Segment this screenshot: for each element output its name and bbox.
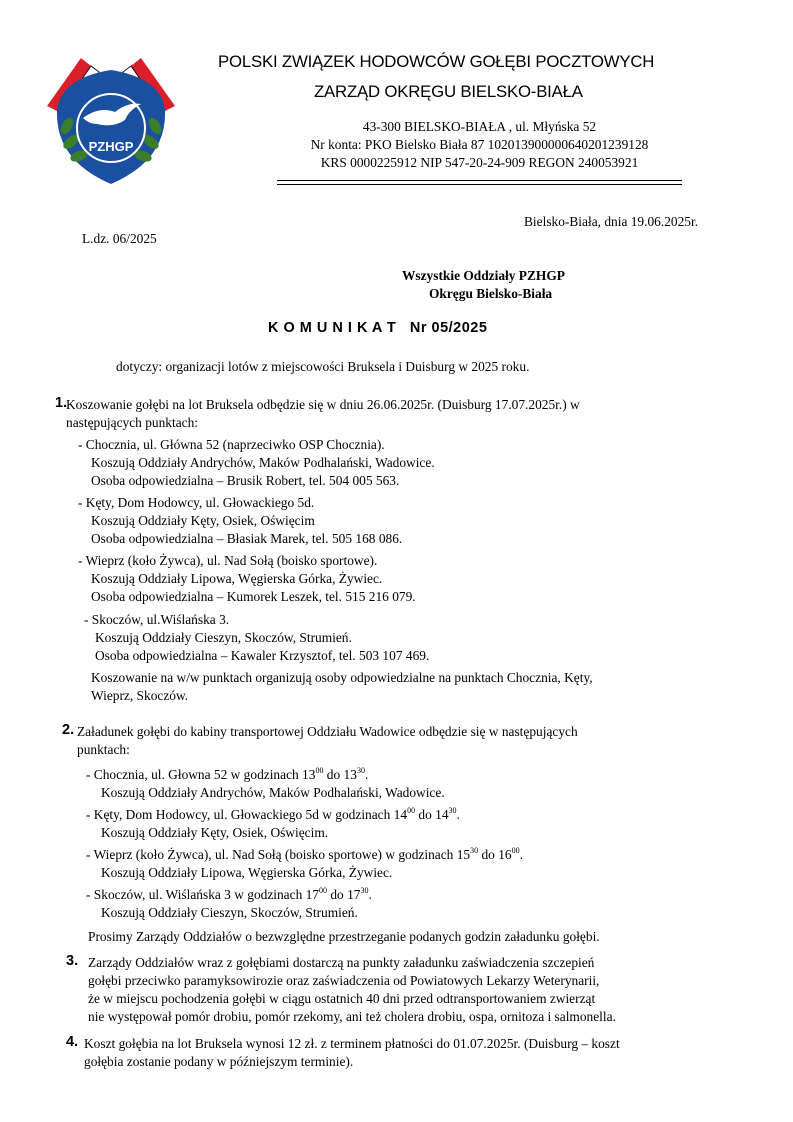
point-3-location: - Wieprz (koło Żywca), ul. Nad Sołą (boisko sportowe). — [78, 553, 378, 568]
section-4-line1: Koszt gołębia na lot Bruksela wynosi 12 zł. z terminem płatności do 01.07.2025r. (Duisburg – koszt — [84, 1036, 620, 1051]
section-3-line2: gołębi przeciwko paramyksowirozie oraz zaświadczenia od Powiatowych Lekarzy Weterynarii, — [88, 973, 600, 988]
section-4-line2: gołębia zostanie podany w późniejszym terminie). — [84, 1054, 354, 1069]
loading-point-1: - Chocznia, ul. Głowna 52 w godzinach $13^{00}$ do $13^{30}$. — [86, 766, 369, 782]
point-4-location: - Skoczów, ul.Wiślańska 3. — [84, 612, 230, 627]
reference-number: L.dz. 06/2025 — [82, 231, 157, 246]
org-bank-account: Nr konta: PKO Bielsko Biała 87 102013900000640201239128 — [310, 137, 649, 152]
header-rule-top — [277, 180, 682, 181]
point-1-contact: Osoba odpowiedzialna – Brusik Robert, tel. 504 005 563. — [91, 473, 400, 488]
point-1-branches: Koszują Oddziały Andrychów, Maków Podhalański, Wadowice. — [91, 455, 435, 470]
title-number: Nr 05/2025 — [409, 320, 488, 336]
point-4-contact: Osoba odpowiedzialna – Kawaler Krzysztof, tel. 503 107 469. — [95, 648, 430, 663]
section-4-number: 4. — [66, 1034, 79, 1050]
recipient-line2: Okręgu Bielsko-Biała — [429, 286, 553, 301]
point-4-branches: Koszują Oddziały Cieszyn, Skoczów, Strumień. — [95, 630, 352, 645]
section-3-line4: nie występował pomór drobiu, pomór rzekomy, ani też cholera drobiu, ospa, ornitoza i salmonella. — [88, 1009, 616, 1024]
point-2-location: - Kęty, Dom Hodowcy, ul. Głowackiego 5d. — [78, 495, 315, 510]
section-1-note-line1: Koszowanie na w/w punktach organizują osoby odpowiedzialne na punktach Chocznia, Kęty, — [91, 670, 593, 685]
loading-point-2: - Kęty, Dom Hodowcy, ul. Głowackiego 5d w godzinach $14^{00}$ do $14^{30}$. — [86, 806, 460, 822]
section-3-line3: że w miejscu pochodzenia gołębi w ciągu ostatnich 40 dni przed odtransportowaniem zwierząt — [88, 991, 596, 1006]
section-3-line1: Zarządy Oddziałów wraz z gołębiami dostarczą na punkty załadunku zaświadczenia szczepień — [88, 955, 595, 970]
recipient-line1: Wszystkie Oddziały PZHGP — [402, 268, 565, 283]
point-3-branches: Koszują Oddziały Lipowa, Węgierska Górka, Żywiec. — [91, 571, 383, 586]
org-name-line1: POLSKI ZWIĄZEK HODOWCÓW GOŁĘBI POCZTOWYCH — [218, 52, 655, 71]
org-name-line2: ZARZĄD OKRĘGU BIELSKO-BIAŁA — [314, 82, 583, 101]
section-1-line1: Koszowanie gołębi na lot Bruksela odbędzie się w dniu 26.06.2025r. (Duisburg 17.07.2025r.) w — [66, 397, 580, 412]
point-2-contact: Osoba odpowiedzialna – Błasiak Marek, tel. 505 168 086. — [91, 531, 403, 546]
subject-line: dotyczy: organizacji lotów z miejscowości Bruksela i Duisburg w 2025 roku. — [116, 359, 530, 374]
pzhgp-logo — [43, 48, 179, 186]
org-registry: KRS 0000225912 NIP 547-20-24-909 REGON 240053921 — [320, 155, 639, 170]
section-2-line2: punktach: — [77, 742, 130, 757]
document-title — [268, 320, 487, 336]
section-3-number: 3. — [66, 953, 79, 969]
loading-point-4-branches: Koszują Oddziały Cieszyn, Skoczów, Strumień. — [101, 905, 358, 920]
point-3-contact: Osoba odpowiedzialna – Kumorek Leszek, tel. 515 216 079. — [91, 589, 416, 604]
loading-point-1-branches: Koszują Oddziały Andrychów, Maków Podhalański, Wadowice. — [101, 785, 445, 800]
logo-text: PZHGP — [88, 139, 134, 154]
loading-point-4: - Skoczów, ul. Wiślańska 3 w godzinach $17^{00}$ do $17^{30}$. — [86, 886, 372, 902]
section-2-line1: Załadunek gołębi do kabiny transportowej Oddziału Wadowice odbędzie się w następujących — [77, 724, 578, 739]
loading-point-2-branches: Koszują Oddziały Kęty, Osiek, Oświęcim. — [101, 825, 329, 840]
section-1-note-line2: Wieprz, Skoczów. — [91, 688, 189, 703]
point-1-location: - Chocznia, ul. Główna 52 (naprzeciwko OSP Chocznia). — [78, 437, 385, 452]
loading-point-3-branches: Koszują Oddziały Lipowa, Węgierska Górka, Żywiec. — [101, 865, 393, 880]
title-word: K O M U N I K A T — [268, 320, 397, 336]
point-2-branches: Koszują Oddziały Kęty, Osiek, Oświęcim — [91, 513, 315, 528]
place-date: Bielsko-Biała, dnia 19.06.2025r. — [524, 214, 699, 229]
org-address: 43-300 BIELSKO-BIAŁA , ul. Młyńska 52 — [362, 119, 597, 134]
section-1-number: 1. — [55, 395, 68, 411]
loading-point-3: - Wieprz (koło Żywca), ul. Nad Sołą (boisko sportowe) w godzinach $15^{30}$ do $16^{00}$. — [86, 846, 523, 862]
header-rule-bottom — [277, 184, 682, 185]
section-1-line2: następujących punktach: — [66, 415, 198, 430]
section-2-note: Prosimy Zarządy Oddziałów o bezwzględne przestrzeganie podanych godzin załadunku gołębi. — [88, 929, 600, 944]
section-2-number: 2. — [62, 722, 75, 738]
